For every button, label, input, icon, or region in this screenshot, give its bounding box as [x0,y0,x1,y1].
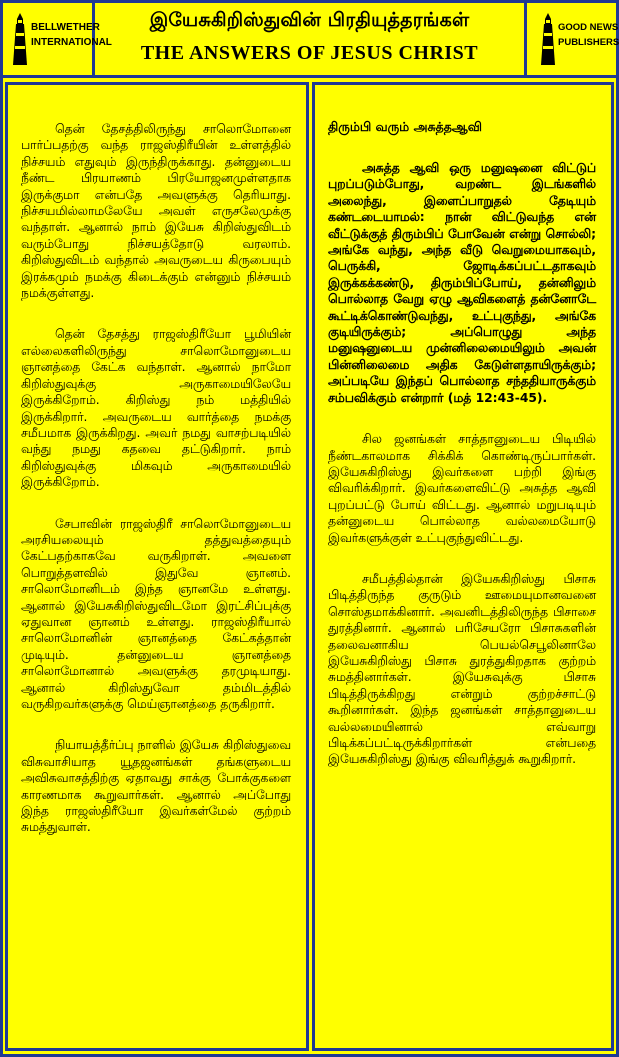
logo-line-1: GOOD NEWS [558,22,619,33]
paragraph: சேபாவின் ராஜஸ்திரீ சாலொமோனுடைய அரசியலையும் தத்துவத்தையும் கேட்பதற்காகவே வருகிறாள். அவளை பொறுத்தளவில் இதுவே ஞானம். சாலொமோனிடம் இந்த ஞானமே உள்ளது. ஆனால் இயேசுகிறிஸ்துவிடமோ இரட்சிப்புக்கு ஏதுவான ஞானம் உள்ளது. ராஜஸ்திரீயால் சாலொமோனின் ஞானத்தை கேட்கத்தான் முடியும். தன்னுடைய ஞானத்தை சாலொமோனால் அவளுக்கு தரமுடியாது. ஆனால் கிறிஸ்துவோ தம்மிடத்தில் வருகிறவர்களுக்கு மெய்ஞானத்தை தருகிறார். [21,516,291,711]
good-news-logo [524,3,619,75]
lighthouse-icon [12,13,28,65]
header-divider [3,75,616,78]
scripture-quote: அசுத்த ஆவி ஒரு மனுஷனை விட்டுப் புறப்படும்போது, வறண்ட இடங்களில் அலைந்து, இளைப்பாறுதல் தேடியும் கண்டடையாமல்: நான் விட்டுவந்த என் வீட்டுக்குத் திரும்பிப் போவேன் என்று சொல்லி; அங்கே வந்து, அந்த வீடு வெறுமையாகவும், பெருக்கி, ஜோடிக்கப்பட்டதாகவும் இருக்கக்கண்டு, திரும்பிப்போய், தன்னிலும் பொல்லாத வேறு ஏழு ஆவிகளைத் தன்னோடே கூட்டிக்கொண்டுவந்து, உட்புகுந்து, அங்கே குடியிருக்கும்; அப்பொழுது அந்த மனுஷனுடைய முன்னிலைமையிலும் அவன் பின்னிலைமை அதிக கேடுள்ளதாயிருக்கும்; அப்படியே இந்தப் பொல்லாத சந்ததியாருக்கும் சம்பவிக்கும் என்றார் (மத் 12:43-45). [328,161,596,405]
paragraph: சில ஜனங்கள் சாத்தானுடைய பிடியில் நீண்டகாலமாக சிக்கிக் கொண்டிருப்பார்கள். இயேசுகிறிஸ்து இவர்களை பற்றி இங்கு விவரிக்கிறார். இவர்களைவிட்டு அசுத்த ஆவி புறப்பட்டு போய் விட்டது. ஆனால் மறுபடியும் தன்னுடைய பொல்லாத வல்லமையோடு இவர்களுக்குள் உட்புகுந்துவிட்டது. [328,432,596,545]
header [3,3,619,75]
page-title-english: THE ANSWERS OF JESUS CHRIST [140,42,479,64]
lighthouse-icon [540,13,556,65]
left-column [5,82,309,1051]
logo-line-2: INTERNATIONAL [31,37,112,48]
paragraph: தென் தேசத்து ராஜஸ்திரீயோ பூமியின் எல்லைகளிலிருந்து சாலொமோனுடைய ஞானத்தை கேட்க வந்தாள். ஆனால் நாமோ கிறிஸ்துவுக்கு அருகாமையிலேயே இருக்கிறோம். கிறிஸ்து நம் மத்தியில் இருக்கிறார். அவருடைய வார்த்தை நமக்கு சமீபமாக இருக்கிறது. அவர் நமது வாசற்படியில் வந்து நமது கதவை தட்டுகிறார். நாம் கிறிஸ்துவுக்கு மிகவும் அருகாமையில் இருக்கிறோம். [21,327,291,490]
section-heading: திரும்பி வரும் அசுத்தஆவி [328,119,482,134]
paragraph: தென் தேசத்திலிருந்து சாலொமோனை பார்ப்பதற்கு வந்த ராஜஸ்திரீயின் உள்ளத்தில் நிச்சயம் எதுவும் இருந்திருக்காது. தன்னுடைய நீண்ட பிரயாணம் பிரயோஜனமுள்ளதாக இருக்குமா என்பதே அவளுக்கு தெரியாது. நிச்சயமில்லாமலேயே அவள் எருசலேமுக்கு வந்தாள். ஆனால் நாம் இயேசு கிறிஸ்துவிடம் வரும்போது நிச்சயத்தோடு வரலாம். கிறிஸ்துவிடம் வந்தால் அவருடைய கிருபையும் இரக்கமும் நமக்கு கிடைக்கும் என்னும் நிச்சயம் நமக்குள்ளது. [21,122,291,301]
bellwether-logo [3,3,112,75]
paragraph: சமீபத்தில்தான் இயேசுகிறிஸ்து பிசாசு பிடித்திருந்த குருடும் ஊமையுமானவனை சொஸ்தமாக்கினார். அவனிடத்திலிருந்த பிசாசை துரத்தினார். ஆனால் பரிசேயரோ பிசாசுகளின் தலைவனாகிய பெயல்செபூலினாலே இயேசுகிறிஸ்து பிசாசு துரத்துகிறதாக குற்றம் சுமத்தினார்கள். இயேசுவுக்கு பிசாசு பிடித்திருக்கிறது என்றும் குற்றச்சாட்டு கூறினார்கள். இந்த ஜனங்கள் சாத்தானுடைய வல்லமையினால் எவ்வாறு பிடிக்கப்பட்டிருக்கிறார்கள் என்பதை இயேசுகிறிஸ்து இங்கு விவரித்துக் கூறுகிறார். [328,571,596,767]
title-block [95,3,524,75]
logo-line-1: BELLWETHER [31,22,100,33]
page-title-tamil: இயேசுகிறிஸ்துவின் பிரதியுத்தரங்கள் [149,9,470,31]
right-column [312,82,614,1051]
paragraph: நியாயத்தீர்ப்பு நாளில் இயேசு கிறிஸ்துவை விசுவாசியாத யூதஜனங்கள் தங்களுடைய அவிசுவாசத்திற்கு ஏதாவது சாக்கு போக்குகளை காரணமாக கூறுவார்கள். ஆனால் அப்போது இந்த ராஜஸ்திரீயோ இவர்கள்மேல் குற்றம் சுமத்துவாள். [21,738,291,835]
logo-line-2: PUBLISHERS [558,37,619,48]
